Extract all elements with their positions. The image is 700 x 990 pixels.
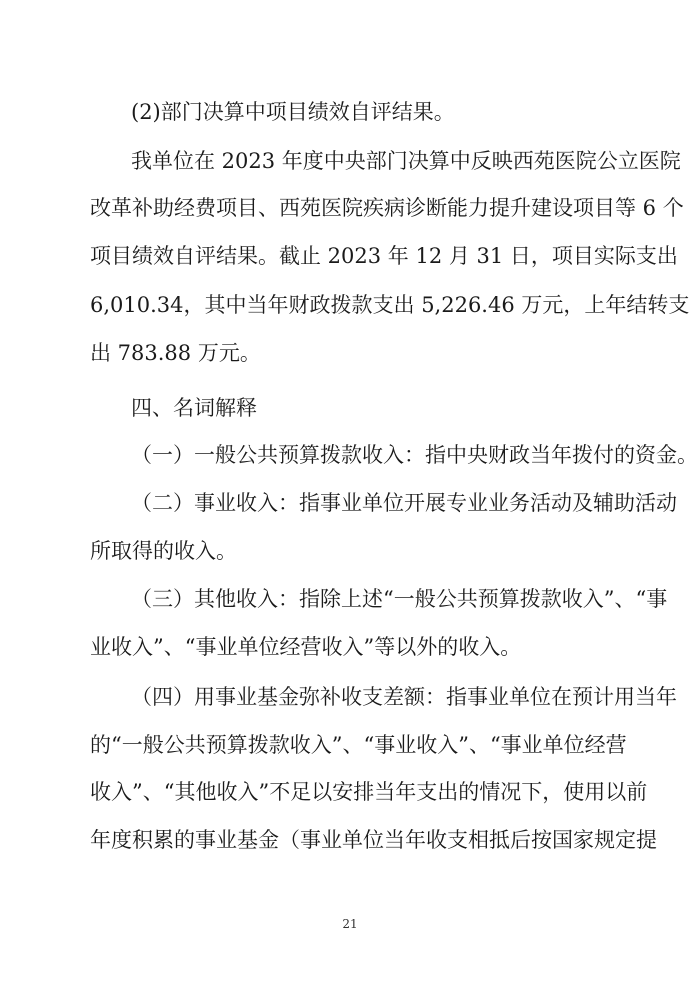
definition-line: （一）一般公共预算拨款收入：指中央财政当年拨付的资金。 xyxy=(131,443,698,467)
definition-line: 业收入”、“事业单位经营收入”等以外的收入。 xyxy=(90,635,522,659)
definition-line: 所取得的收入。 xyxy=(90,539,237,563)
definition-line: 的“一般公共预算拨款收入”、“事业收入”、“事业单位经营 xyxy=(90,733,627,757)
definition-line: （三）其他收入：指除上述“一般公共预算拨款收入”、“事 xyxy=(131,587,668,611)
definition-line: （二）事业收入：指事业单位开展专业业务活动及辅助活动 xyxy=(131,491,677,515)
definition-line: 年度积累的事业基金（事业单位当年收支相抵后按国家规定提 xyxy=(90,828,657,852)
paragraph-line: 出 783.88 万元。 xyxy=(90,341,261,365)
paragraph-line: 我单位在 2023 年度中央部门决算中反映西苑医院公立医院 xyxy=(131,149,681,173)
page-number: 21 xyxy=(342,917,358,931)
section-heading: (2)部门决算中项目绩效自评结果。 xyxy=(131,100,455,124)
paragraph-line: 6,010.34，其中当年财政拨款支出 5,226.46 万元，上年结转支 xyxy=(90,293,690,317)
paragraph-line: 改革补助经费项目、西苑医院疾病诊断能力提升建设项目等 6 个 xyxy=(90,196,684,220)
paragraph-line: 项目绩效自评结果。截止 2023 年 12 月 31 日，项目实际支出 xyxy=(90,244,678,268)
section-heading: 四、名词解释 xyxy=(131,396,257,420)
definition-line: （四）用事业基金弥补收支差额：指事业单位在预计用当年 xyxy=(131,685,677,709)
definition-line: 收入”、“其他收入”不足以安排当年支出的情况下，使用以前 xyxy=(90,780,648,804)
